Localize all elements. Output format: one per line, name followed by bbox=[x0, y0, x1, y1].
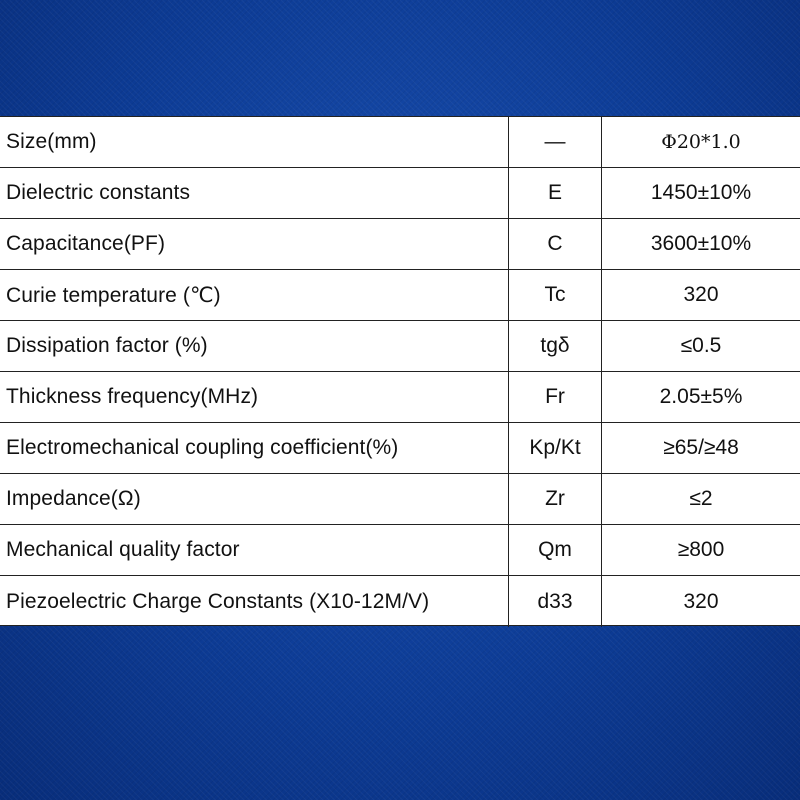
parameter-name: Electromechanical coupling coefficient(%) bbox=[0, 423, 509, 473]
parameter-name: Mechanical quality factor bbox=[0, 525, 509, 575]
parameter-name: Piezoelectric Charge Constants (X10-12M/V) bbox=[0, 576, 509, 627]
table-row bbox=[0, 372, 800, 423]
table-row bbox=[0, 423, 800, 474]
table-row bbox=[0, 270, 800, 321]
table-row bbox=[0, 117, 800, 168]
parameter-name: Size(mm) bbox=[0, 117, 509, 167]
parameter-value: 1450±10% bbox=[650, 181, 752, 204]
table-row bbox=[0, 321, 800, 372]
parameter-symbol: d33 bbox=[509, 576, 602, 627]
parameter-name: Capacitance(PF) bbox=[0, 219, 509, 269]
parameter-symbol: C bbox=[509, 219, 602, 269]
table-row bbox=[0, 219, 800, 270]
parameter-name: Impedance(Ω) bbox=[0, 474, 509, 524]
parameter-value: 3600±10% bbox=[650, 232, 752, 255]
parameter-symbol: — bbox=[509, 117, 602, 167]
parameter-value: Φ20*1.0 bbox=[661, 131, 741, 153]
parameter-name: Curie temperature (℃) bbox=[0, 270, 509, 320]
parameter-symbol: tgδ bbox=[509, 321, 602, 371]
parameter-symbol: Tc bbox=[509, 270, 602, 320]
parameter-symbol: Fr bbox=[509, 372, 602, 422]
parameter-value: ≤0.5 bbox=[680, 334, 722, 357]
parameter-name: Thickness frequency(MHz) bbox=[0, 372, 509, 422]
specification-table bbox=[0, 116, 800, 626]
parameter-value: 320 bbox=[683, 283, 719, 306]
parameter-symbol: Kp/Kt bbox=[509, 423, 602, 473]
parameter-value: ≤2 bbox=[689, 487, 713, 510]
parameter-value: ≥65/≥48 bbox=[663, 436, 739, 459]
parameter-value: 2.05±5% bbox=[659, 385, 743, 408]
parameter-symbol: Zr bbox=[509, 474, 602, 524]
parameter-value: ≥800 bbox=[677, 538, 725, 561]
parameter-name: Dielectric constants bbox=[0, 168, 509, 218]
parameter-value: 320 bbox=[683, 589, 719, 613]
table-row bbox=[0, 474, 800, 525]
parameter-name: Dissipation factor (%) bbox=[0, 321, 509, 371]
parameter-symbol: E bbox=[509, 168, 602, 218]
table-row bbox=[0, 576, 800, 627]
table-row bbox=[0, 525, 800, 576]
parameter-symbol: Qm bbox=[509, 525, 602, 575]
table-row bbox=[0, 168, 800, 219]
